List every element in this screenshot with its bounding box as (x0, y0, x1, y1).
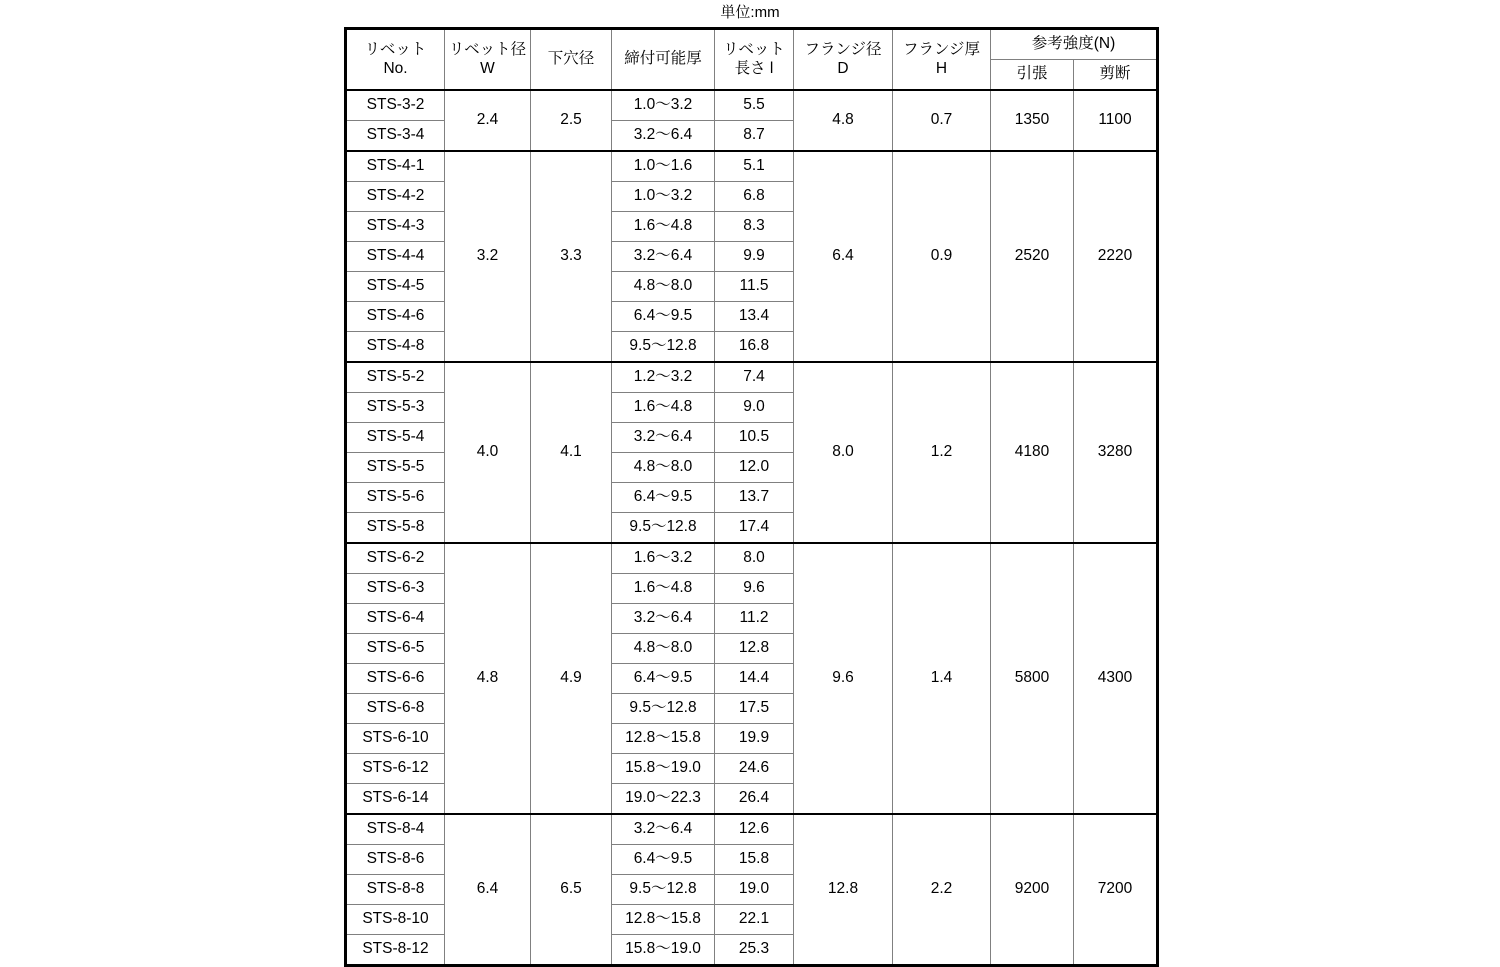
rivet-specification-table (344, 27, 1159, 967)
cell-tensile-strength: 4180 (991, 362, 1074, 543)
cell-grip-range: 6.4〜9.5 (612, 302, 715, 332)
cell-flange-diameter: 6.4 (794, 151, 893, 362)
cell-rivet-length: 9.9 (715, 242, 794, 272)
cell-rivet-length: 25.3 (715, 935, 794, 966)
cell-rivet-no: STS-4-5 (346, 272, 445, 302)
header-flange-diameter (794, 29, 893, 91)
cell-grip-range: 1.6〜3.2 (612, 543, 715, 574)
cell-rivet-length: 8.7 (715, 121, 794, 152)
header-flange-thickness (893, 29, 991, 91)
cell-rivet-no: STS-8-10 (346, 905, 445, 935)
cell-flange-diameter: 8.0 (794, 362, 893, 543)
cell-rivet-no: STS-5-5 (346, 453, 445, 483)
cell-shear-strength: 2220 (1074, 151, 1158, 362)
cell-grip-range: 12.8〜15.8 (612, 905, 715, 935)
cell-tensile-strength: 1350 (991, 90, 1074, 151)
cell-rivet-length: 8.0 (715, 543, 794, 574)
cell-rivet-length: 12.8 (715, 634, 794, 664)
cell-rivet-no: STS-8-8 (346, 875, 445, 905)
header-rivet-length-line2: 長さ l (734, 59, 774, 77)
header-hole-diameter (531, 29, 612, 91)
header-flange-thickness-line2: H (935, 59, 948, 77)
cell-rivet-length: 11.2 (715, 604, 794, 634)
cell-shear-strength: 4300 (1074, 543, 1158, 814)
cell-rivet-no: STS-6-3 (346, 574, 445, 604)
cell-rivet-diameter: 4.8 (445, 543, 531, 814)
cell-flange-thickness: 1.4 (893, 543, 991, 814)
cell-tensile-strength: 2520 (991, 151, 1074, 362)
cell-rivet-no: STS-4-6 (346, 302, 445, 332)
unit-caption: 単位:mm (720, 4, 780, 21)
cell-grip-range: 9.5〜12.8 (612, 694, 715, 724)
cell-tensile-strength: 9200 (991, 814, 1074, 966)
cell-rivet-diameter: 2.4 (445, 90, 531, 151)
cell-rivet-no: STS-4-8 (346, 332, 445, 363)
cell-hole-diameter: 3.3 (531, 151, 612, 362)
cell-rivet-no: STS-6-2 (346, 543, 445, 574)
cell-shear-strength: 7200 (1074, 814, 1158, 966)
cell-rivet-length: 16.8 (715, 332, 794, 363)
cell-grip-range: 1.2〜3.2 (612, 362, 715, 393)
cell-grip-range: 19.0〜22.3 (612, 784, 715, 815)
cell-flange-diameter: 9.6 (794, 543, 893, 814)
cell-rivet-length: 6.8 (715, 182, 794, 212)
cell-rivet-no: STS-6-5 (346, 634, 445, 664)
cell-hole-diameter: 2.5 (531, 90, 612, 151)
cell-shear-strength: 3280 (1074, 362, 1158, 543)
cell-rivet-length: 24.6 (715, 754, 794, 784)
cell-rivet-length: 19.9 (715, 724, 794, 754)
cell-grip-range: 3.2〜6.4 (612, 121, 715, 152)
cell-grip-range: 1.0〜3.2 (612, 182, 715, 212)
header-strength-group: 参考強度(N) (991, 29, 1158, 60)
header-hole-diameter-line1: 下穴径 (547, 50, 595, 68)
header-rivet-length (715, 29, 794, 91)
header-rivet-no (346, 29, 445, 91)
table-body (346, 90, 1158, 966)
header-rivet-length-line1: リベット (723, 40, 785, 58)
header-rivet-diameter (445, 29, 531, 91)
cell-rivet-length: 13.4 (715, 302, 794, 332)
header-grip-range-line1: 締付可能厚 (624, 50, 702, 68)
cell-hole-diameter: 4.9 (531, 543, 612, 814)
cell-rivet-length: 26.4 (715, 784, 794, 815)
table-header (346, 29, 1158, 91)
cell-rivet-length: 9.0 (715, 393, 794, 423)
cell-hole-diameter: 4.1 (531, 362, 612, 543)
cell-rivet-diameter: 6.4 (445, 814, 531, 966)
header-flange-diameter-line2: D (837, 59, 849, 77)
cell-flange-thickness: 0.9 (893, 151, 991, 362)
cell-flange-thickness: 0.7 (893, 90, 991, 151)
cell-rivet-length: 5.5 (715, 90, 794, 121)
cell-rivet-no: STS-3-2 (346, 90, 445, 121)
cell-rivet-length: 17.5 (715, 694, 794, 724)
cell-rivet-length: 17.4 (715, 513, 794, 544)
table-row (346, 362, 1158, 393)
cell-rivet-length: 12.6 (715, 814, 794, 845)
cell-rivet-no: STS-5-3 (346, 393, 445, 423)
cell-grip-range: 3.2〜6.4 (612, 814, 715, 845)
header-rivet-diameter-line2: W (480, 59, 495, 77)
cell-grip-range: 3.2〜6.4 (612, 423, 715, 453)
cell-flange-thickness: 1.2 (893, 362, 991, 543)
table-row (346, 90, 1158, 121)
table-row (346, 814, 1158, 845)
cell-flange-diameter: 12.8 (794, 814, 893, 966)
cell-rivet-no: STS-6-8 (346, 694, 445, 724)
cell-grip-range: 6.4〜9.5 (612, 483, 715, 513)
cell-grip-range: 1.6〜4.8 (612, 393, 715, 423)
cell-rivet-length: 13.7 (715, 483, 794, 513)
cell-rivet-no: STS-4-1 (346, 151, 445, 182)
cell-rivet-no: STS-6-12 (346, 754, 445, 784)
cell-rivet-length: 15.8 (715, 845, 794, 875)
cell-rivet-no: STS-8-12 (346, 935, 445, 966)
cell-rivet-no: STS-6-4 (346, 604, 445, 634)
cell-rivet-no: STS-5-2 (346, 362, 445, 393)
header-tensile: 引張 (991, 60, 1074, 91)
cell-flange-thickness: 2.2 (893, 814, 991, 966)
header-rivet-no-line1: リベット (364, 40, 427, 58)
cell-grip-range: 1.0〜3.2 (612, 90, 715, 121)
cell-rivet-length: 5.1 (715, 151, 794, 182)
cell-rivet-diameter: 3.2 (445, 151, 531, 362)
cell-rivet-length: 8.3 (715, 212, 794, 242)
cell-rivet-no: STS-5-6 (346, 483, 445, 513)
cell-rivet-length: 11.5 (715, 272, 794, 302)
header-flange-diameter-line1: フランジ径 (804, 40, 882, 58)
cell-rivet-no: STS-4-3 (346, 212, 445, 242)
cell-rivet-no: STS-3-4 (346, 121, 445, 152)
cell-grip-range: 3.2〜6.4 (612, 604, 715, 634)
header-grip-range (612, 29, 715, 91)
cell-rivet-length: 7.4 (715, 362, 794, 393)
cell-rivet-no: STS-4-2 (346, 182, 445, 212)
cell-rivet-length: 22.1 (715, 905, 794, 935)
cell-rivet-no: STS-8-4 (346, 814, 445, 845)
cell-rivet-length: 14.4 (715, 664, 794, 694)
cell-rivet-length: 19.0 (715, 875, 794, 905)
cell-grip-range: 4.8〜8.0 (612, 634, 715, 664)
cell-grip-range: 9.5〜12.8 (612, 513, 715, 544)
cell-tensile-strength: 5800 (991, 543, 1074, 814)
cell-rivet-no: STS-6-6 (346, 664, 445, 694)
cell-grip-range: 4.8〜8.0 (612, 272, 715, 302)
cell-grip-range: 12.8〜15.8 (612, 724, 715, 754)
cell-rivet-no: STS-6-10 (346, 724, 445, 754)
header-rivet-no-line2: No. (383, 59, 408, 77)
table-row (346, 543, 1158, 574)
header-shear: 剪断 (1074, 60, 1158, 91)
cell-grip-range: 9.5〜12.8 (612, 875, 715, 905)
cell-rivet-length: 9.6 (715, 574, 794, 604)
cell-grip-range: 9.5〜12.8 (612, 332, 715, 363)
cell-rivet-no: STS-8-6 (346, 845, 445, 875)
cell-grip-range: 15.8〜19.0 (612, 935, 715, 966)
header-rivet-diameter-line1: リベット径 (448, 40, 527, 58)
cell-grip-range: 6.4〜9.5 (612, 845, 715, 875)
cell-grip-range: 15.8〜19.0 (612, 754, 715, 784)
cell-rivet-no: STS-4-4 (346, 242, 445, 272)
cell-shear-strength: 1100 (1074, 90, 1158, 151)
cell-grip-range: 1.0〜1.6 (612, 151, 715, 182)
cell-rivet-diameter: 4.0 (445, 362, 531, 543)
cell-grip-range: 6.4〜9.5 (612, 664, 715, 694)
cell-grip-range: 1.6〜4.8 (612, 574, 715, 604)
table-row (346, 151, 1158, 182)
cell-grip-range: 3.2〜6.4 (612, 242, 715, 272)
cell-rivet-length: 12.0 (715, 453, 794, 483)
cell-flange-diameter: 4.8 (794, 90, 893, 151)
cell-grip-range: 1.6〜4.8 (612, 212, 715, 242)
cell-hole-diameter: 6.5 (531, 814, 612, 966)
cell-rivet-no: STS-5-8 (346, 513, 445, 544)
cell-rivet-no: STS-5-4 (346, 423, 445, 453)
header-flange-thickness-line1: フランジ厚 (902, 40, 981, 58)
cell-rivet-no: STS-6-14 (346, 784, 445, 815)
cell-grip-range: 4.8〜8.0 (612, 453, 715, 483)
cell-rivet-length: 10.5 (715, 423, 794, 453)
